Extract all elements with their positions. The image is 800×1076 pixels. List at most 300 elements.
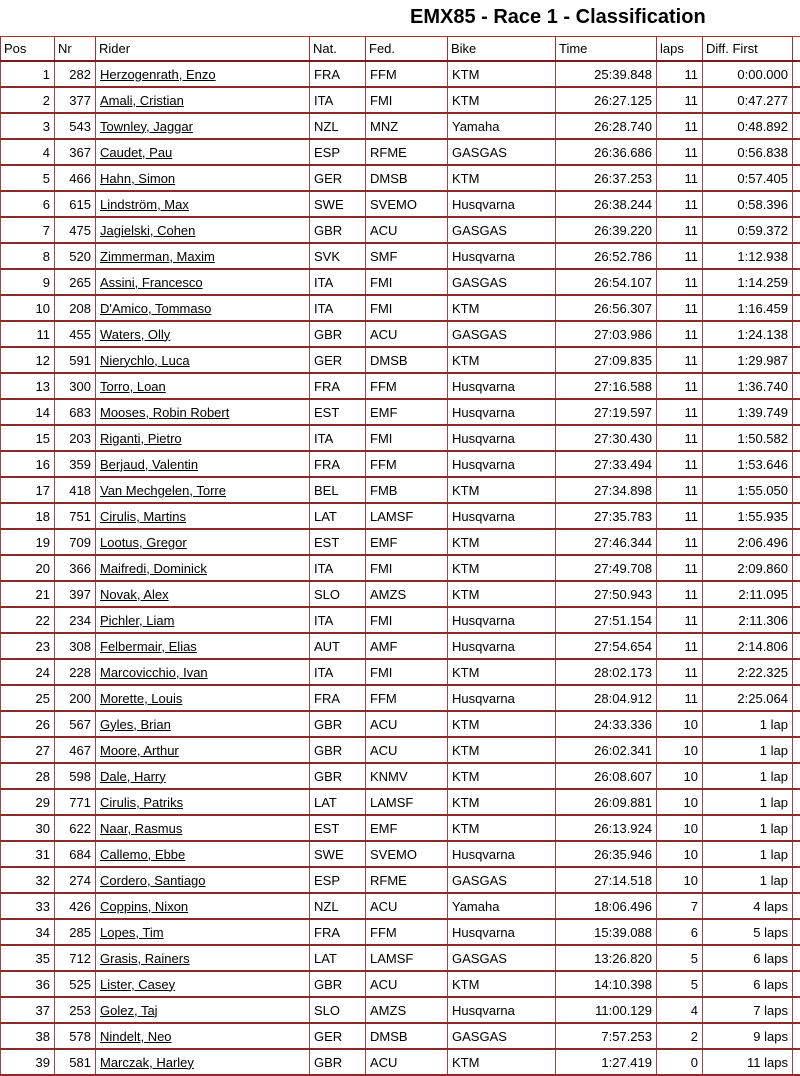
cell-bike: KTM — [448, 529, 556, 555]
cell-diff-first: 1:16.459 — [703, 295, 793, 321]
cell-nr: 525 — [55, 971, 96, 997]
cell-laps: 11 — [657, 399, 703, 425]
cell-diff-first: 1 lap — [703, 711, 793, 737]
cell-bike: KTM — [448, 659, 556, 685]
cell-pos: 33 — [1, 893, 55, 919]
cell-rider[interactable]: Cirulis, Patriks — [96, 789, 310, 815]
cell-fed: FMB — [366, 477, 448, 503]
row-edge — [793, 711, 800, 737]
cell-rider[interactable]: Coppins, Nixon — [96, 893, 310, 919]
table-row — [1, 945, 800, 971]
table-row — [1, 685, 800, 711]
cell-rider[interactable]: Caudet, Pau — [96, 139, 310, 165]
cell-rider[interactable]: Maifredi, Dominick — [96, 555, 310, 581]
cell-rider[interactable]: Assini, Francesco — [96, 269, 310, 295]
cell-fed: AMF — [366, 633, 448, 659]
cell-diff-first: 9 laps — [703, 1023, 793, 1049]
cell-rider[interactable]: Gyles, Brian — [96, 711, 310, 737]
cell-diff-first: 1:14.259 — [703, 269, 793, 295]
cell-nat: ITA — [310, 425, 366, 451]
cell-diff-first: 2:11.095 — [703, 581, 793, 607]
cell-diff-first: 2:11.306 — [703, 607, 793, 633]
cell-nr: 709 — [55, 529, 96, 555]
cell-diff-first: 0:48.892 — [703, 113, 793, 139]
cell-nat: ITA — [310, 295, 366, 321]
row-edge — [793, 555, 800, 581]
cell-nat: ITA — [310, 555, 366, 581]
cell-fed: DMSB — [366, 165, 448, 191]
cell-nat: FRA — [310, 61, 366, 87]
cell-pos: 4 — [1, 139, 55, 165]
cell-pos: 17 — [1, 477, 55, 503]
cell-bike: Husqvarna — [448, 841, 556, 867]
cell-nat: GBR — [310, 971, 366, 997]
cell-nr: 683 — [55, 399, 96, 425]
table-row — [1, 87, 800, 113]
cell-nat: NZL — [310, 893, 366, 919]
row-edge — [793, 451, 800, 477]
cell-pos: 32 — [1, 867, 55, 893]
cell-diff-first: 0:56.838 — [703, 139, 793, 165]
row-edge — [793, 139, 800, 165]
cell-time: 27:16.588 — [556, 373, 657, 399]
cell-bike: Husqvarna — [448, 997, 556, 1023]
cell-fed: FFM — [366, 451, 448, 477]
row-edge — [793, 841, 800, 867]
cell-fed: LAMSF — [366, 945, 448, 971]
cell-pos: 28 — [1, 763, 55, 789]
cell-time: 13:26.820 — [556, 945, 657, 971]
cell-rider[interactable]: Lister, Casey — [96, 971, 310, 997]
table-row — [1, 61, 800, 87]
cell-rider[interactable]: Torro, Loan — [96, 373, 310, 399]
cell-pos: 29 — [1, 789, 55, 815]
row-edge — [793, 789, 800, 815]
cell-rider[interactable]: Riganti, Pietro — [96, 425, 310, 451]
header-diff-first: Diff. First — [703, 37, 793, 62]
cell-nat: LAT — [310, 503, 366, 529]
table-row — [1, 139, 800, 165]
cell-diff-first: 2:22.325 — [703, 659, 793, 685]
cell-nr: 377 — [55, 87, 96, 113]
cell-bike: Husqvarna — [448, 607, 556, 633]
cell-nr: 359 — [55, 451, 96, 477]
row-edge — [793, 997, 800, 1023]
cell-nat: FRA — [310, 919, 366, 945]
cell-diff-first: 2:25.064 — [703, 685, 793, 711]
cell-time: 26:39.220 — [556, 217, 657, 243]
cell-laps: 11 — [657, 243, 703, 269]
row-edge — [793, 399, 800, 425]
row-edge — [793, 945, 800, 971]
table-row — [1, 373, 800, 399]
cell-time: 18:06.496 — [556, 893, 657, 919]
table-row — [1, 763, 800, 789]
table-row — [1, 191, 800, 217]
cell-fed: FMI — [366, 425, 448, 451]
cell-fed: KNMV — [366, 763, 448, 789]
cell-nr: 367 — [55, 139, 96, 165]
table-row — [1, 633, 800, 659]
cell-rider[interactable]: Herzogenrath, Enzo — [96, 61, 310, 87]
cell-laps: 5 — [657, 971, 703, 997]
table-row — [1, 243, 800, 269]
cell-nr: 684 — [55, 841, 96, 867]
cell-rider[interactable]: Marcovicchio, Ivan — [96, 659, 310, 685]
row-edge — [793, 633, 800, 659]
table-row — [1, 711, 800, 737]
cell-bike: GASGAS — [448, 139, 556, 165]
cell-diff-first: 7 laps — [703, 997, 793, 1023]
cell-bike: KTM — [448, 815, 556, 841]
table-row — [1, 165, 800, 191]
cell-fed: FFM — [366, 685, 448, 711]
cell-rider[interactable]: Zimmerman, Maxim — [96, 243, 310, 269]
row-edge — [793, 581, 800, 607]
cell-diff-first: 1 lap — [703, 789, 793, 815]
cell-rider[interactable]: Waters, Olly — [96, 321, 310, 347]
cell-time: 27:50.943 — [556, 581, 657, 607]
row-edge — [793, 659, 800, 685]
cell-rider[interactable]: Lindström, Max — [96, 191, 310, 217]
cell-pos: 30 — [1, 815, 55, 841]
cell-laps: 11 — [657, 555, 703, 581]
cell-fed: ACU — [366, 971, 448, 997]
cell-diff-first: 4 laps — [703, 893, 793, 919]
cell-rider[interactable]: Jagielski, Cohen — [96, 217, 310, 243]
cell-fed: LAMSF — [366, 503, 448, 529]
table-row — [1, 451, 800, 477]
cell-rider[interactable]: Felbermair, Elias — [96, 633, 310, 659]
cell-nr: 300 — [55, 373, 96, 399]
cell-rider[interactable]: Lootus, Gregor — [96, 529, 310, 555]
cell-time: 7:57.253 — [556, 1023, 657, 1049]
cell-pos: 34 — [1, 919, 55, 945]
cell-time: 25:39.848 — [556, 61, 657, 87]
row-edge — [793, 737, 800, 763]
cell-nat: EST — [310, 529, 366, 555]
cell-diff-first: 1:36.740 — [703, 373, 793, 399]
row-edge — [793, 113, 800, 139]
cell-nr: 467 — [55, 737, 96, 763]
cell-nat: ITA — [310, 87, 366, 113]
cell-time: 28:04.912 — [556, 685, 657, 711]
row-edge — [793, 529, 800, 555]
cell-pos: 38 — [1, 1023, 55, 1049]
cell-rider[interactable]: Lopes, Tim — [96, 919, 310, 945]
row-edge — [793, 477, 800, 503]
cell-bike: Husqvarna — [448, 425, 556, 451]
header-rider: Rider — [96, 37, 310, 62]
cell-laps: 11 — [657, 269, 703, 295]
cell-rider[interactable]: Moore, Arthur — [96, 737, 310, 763]
cell-rider[interactable]: Golez, Taj — [96, 997, 310, 1023]
cell-time: 27:19.597 — [556, 399, 657, 425]
cell-rider[interactable]: Marczak, Harley — [96, 1049, 310, 1075]
cell-pos: 2 — [1, 87, 55, 113]
cell-bike: KTM — [448, 555, 556, 581]
header-fed: Fed. — [366, 37, 448, 62]
cell-laps: 11 — [657, 607, 703, 633]
cell-bike: Husqvarna — [448, 243, 556, 269]
page-title — [0, 4, 800, 30]
cell-nat: EST — [310, 399, 366, 425]
cell-rider[interactable]: Cirulis, Martins — [96, 503, 310, 529]
cell-pos: 7 — [1, 217, 55, 243]
cell-laps: 11 — [657, 503, 703, 529]
cell-laps: 10 — [657, 867, 703, 893]
row-edge — [793, 971, 800, 997]
cell-nr: 455 — [55, 321, 96, 347]
cell-rider[interactable]: D'Amico, Tommaso — [96, 295, 310, 321]
cell-pos: 21 — [1, 581, 55, 607]
header-bike: Bike — [448, 37, 556, 62]
cell-nr: 208 — [55, 295, 96, 321]
cell-nat: ITA — [310, 607, 366, 633]
cell-rider[interactable]: Hahn, Simon — [96, 165, 310, 191]
cell-bike: Husqvarna — [448, 451, 556, 477]
cell-bike: GASGAS — [448, 321, 556, 347]
cell-laps: 11 — [657, 425, 703, 451]
header-nr: Nr — [55, 37, 96, 62]
cell-fed: SMF — [366, 243, 448, 269]
cell-nr: 228 — [55, 659, 96, 685]
cell-pos: 26 — [1, 711, 55, 737]
cell-fed: FMI — [366, 607, 448, 633]
cell-laps: 11 — [657, 529, 703, 555]
cell-fed: FFM — [366, 61, 448, 87]
cell-fed: FMI — [366, 269, 448, 295]
cell-diff-first: 6 laps — [703, 945, 793, 971]
cell-nat: ESP — [310, 867, 366, 893]
table-row — [1, 997, 800, 1023]
cell-fed: FFM — [366, 919, 448, 945]
cell-time: 24:33.336 — [556, 711, 657, 737]
cell-laps: 10 — [657, 763, 703, 789]
cell-fed: FFM — [366, 373, 448, 399]
cell-rider[interactable]: Van Mechgelen, Torre — [96, 477, 310, 503]
cell-pos: 13 — [1, 373, 55, 399]
cell-nr: 475 — [55, 217, 96, 243]
cell-nr: 751 — [55, 503, 96, 529]
cell-fed: EMF — [366, 815, 448, 841]
cell-nr: 578 — [55, 1023, 96, 1049]
cell-nat: NZL — [310, 113, 366, 139]
cell-nr: 234 — [55, 607, 96, 633]
row-edge — [793, 893, 800, 919]
cell-rider[interactable]: Grasis, Rainers — [96, 945, 310, 971]
cell-nat: GER — [310, 165, 366, 191]
cell-pos: 20 — [1, 555, 55, 581]
cell-rider[interactable]: Callemo, Ebbe — [96, 841, 310, 867]
cell-nat: GBR — [310, 737, 366, 763]
cell-nat: FRA — [310, 451, 366, 477]
cell-nr: 591 — [55, 347, 96, 373]
table-row — [1, 269, 800, 295]
cell-nr: 466 — [55, 165, 96, 191]
cell-laps: 2 — [657, 1023, 703, 1049]
cell-nat: SVK — [310, 243, 366, 269]
cell-rider[interactable]: Pichler, Liam — [96, 607, 310, 633]
row-edge — [793, 243, 800, 269]
cell-diff-first: 0:59.372 — [703, 217, 793, 243]
cell-rider[interactable]: Townley, Jaggar — [96, 113, 310, 139]
cell-pos: 19 — [1, 529, 55, 555]
table-row — [1, 659, 800, 685]
cell-pos: 36 — [1, 971, 55, 997]
cell-bike: KTM — [448, 87, 556, 113]
cell-laps: 10 — [657, 789, 703, 815]
cell-laps: 0 — [657, 1049, 703, 1075]
cell-diff-first: 0:00.000 — [703, 61, 793, 87]
cell-bike: Husqvarna — [448, 399, 556, 425]
table-row — [1, 555, 800, 581]
cell-bike: KTM — [448, 737, 556, 763]
cell-diff-first: 1:12.938 — [703, 243, 793, 269]
cell-nr: 520 — [55, 243, 96, 269]
cell-diff-first: 0:47.277 — [703, 87, 793, 113]
cell-diff-first: 0:57.405 — [703, 165, 793, 191]
classification-table — [0, 36, 800, 1076]
cell-rider[interactable]: Cordero, Santiago — [96, 867, 310, 893]
cell-nat: GBR — [310, 1049, 366, 1075]
row-edge — [793, 425, 800, 451]
cell-diff-first: 1:55.050 — [703, 477, 793, 503]
row-edge — [793, 347, 800, 373]
cell-laps: 5 — [657, 945, 703, 971]
cell-fed: RFME — [366, 139, 448, 165]
cell-nr: 567 — [55, 711, 96, 737]
row-edge — [793, 815, 800, 841]
cell-pos: 9 — [1, 269, 55, 295]
cell-bike: KTM — [448, 971, 556, 997]
cell-nr: 265 — [55, 269, 96, 295]
cell-laps: 11 — [657, 321, 703, 347]
cell-diff-first: 1:55.935 — [703, 503, 793, 529]
cell-nat: BEL — [310, 477, 366, 503]
cell-rider[interactable]: Nindelt, Neo — [96, 1023, 310, 1049]
cell-laps: 11 — [657, 633, 703, 659]
cell-bike: GASGAS — [448, 1023, 556, 1049]
cell-bike: GASGAS — [448, 945, 556, 971]
cell-nat: ITA — [310, 659, 366, 685]
cell-time: 27:49.708 — [556, 555, 657, 581]
cell-diff-first: 1:53.646 — [703, 451, 793, 477]
cell-laps: 11 — [657, 659, 703, 685]
cell-fed: AMZS — [366, 581, 448, 607]
cell-nat: SLO — [310, 997, 366, 1023]
header-time: Time — [556, 37, 657, 62]
cell-nr: 285 — [55, 919, 96, 945]
cell-pos: 31 — [1, 841, 55, 867]
cell-time: 27:09.835 — [556, 347, 657, 373]
cell-nat: AUT — [310, 633, 366, 659]
cell-time: 27:51.154 — [556, 607, 657, 633]
cell-rider[interactable]: Morette, Louis — [96, 685, 310, 711]
cell-bike: Husqvarna — [448, 503, 556, 529]
cell-time: 28:02.173 — [556, 659, 657, 685]
header-laps: laps — [657, 37, 703, 62]
cell-bike: KTM — [448, 763, 556, 789]
cell-time: 27:34.898 — [556, 477, 657, 503]
cell-nr: 253 — [55, 997, 96, 1023]
cell-rider[interactable]: Berjaud, Valentin — [96, 451, 310, 477]
cell-bike: KTM — [448, 711, 556, 737]
cell-fed: ACU — [366, 737, 448, 763]
cell-diff-first: 1:39.749 — [703, 399, 793, 425]
table-row — [1, 737, 800, 763]
cell-time: 26:36.686 — [556, 139, 657, 165]
cell-nat: SWE — [310, 191, 366, 217]
cell-rider[interactable]: Amali, Cristian — [96, 87, 310, 113]
header-pos: Pos — [1, 37, 55, 62]
header-nat: Nat. — [310, 37, 366, 62]
cell-pos: 3 — [1, 113, 55, 139]
cell-nr: 274 — [55, 867, 96, 893]
cell-bike: GASGAS — [448, 867, 556, 893]
cell-nr: 598 — [55, 763, 96, 789]
cell-fed: SVEMO — [366, 191, 448, 217]
cell-time: 26:27.125 — [556, 87, 657, 113]
cell-nat: ITA — [310, 269, 366, 295]
cell-time: 26:38.244 — [556, 191, 657, 217]
cell-rider[interactable]: Nierychlo, Luca — [96, 347, 310, 373]
row-edge — [793, 165, 800, 191]
row-edge — [793, 867, 800, 893]
table-row — [1, 919, 800, 945]
cell-bike: Husqvarna — [448, 633, 556, 659]
cell-nat: ESP — [310, 139, 366, 165]
cell-pos: 11 — [1, 321, 55, 347]
cell-nr: 426 — [55, 893, 96, 919]
cell-nr: 203 — [55, 425, 96, 451]
header-edge — [793, 37, 800, 62]
table-row — [1, 113, 800, 139]
table-row — [1, 607, 800, 633]
cell-rider[interactable]: Novak, Alex — [96, 581, 310, 607]
cell-laps: 11 — [657, 217, 703, 243]
cell-bike: KTM — [448, 789, 556, 815]
cell-laps: 11 — [657, 373, 703, 399]
cell-nat: GBR — [310, 321, 366, 347]
cell-time: 27:35.783 — [556, 503, 657, 529]
row-edge — [793, 1023, 800, 1049]
cell-time: 26:28.740 — [556, 113, 657, 139]
cell-nat: SLO — [310, 581, 366, 607]
results-body — [1, 61, 800, 1075]
cell-fed: AMZS — [366, 997, 448, 1023]
cell-diff-first: 11 laps — [703, 1049, 793, 1075]
cell-rider[interactable]: Mooses, Robin Robert — [96, 399, 310, 425]
cell-diff-first: 2:06.496 — [703, 529, 793, 555]
cell-pos: 1 — [1, 61, 55, 87]
cell-rider[interactable]: Dale, Harry — [96, 763, 310, 789]
cell-pos: 16 — [1, 451, 55, 477]
cell-bike: Husqvarna — [448, 373, 556, 399]
table-row — [1, 581, 800, 607]
cell-rider[interactable]: Naar, Rasmus — [96, 815, 310, 841]
cell-laps: 10 — [657, 815, 703, 841]
cell-nat: LAT — [310, 789, 366, 815]
table-row — [1, 399, 800, 425]
cell-time: 26:35.946 — [556, 841, 657, 867]
cell-fed: EMF — [366, 399, 448, 425]
table-row — [1, 321, 800, 347]
cell-diff-first: 1:29.987 — [703, 347, 793, 373]
cell-time: 26:56.307 — [556, 295, 657, 321]
table-row — [1, 841, 800, 867]
cell-fed: ACU — [366, 711, 448, 737]
